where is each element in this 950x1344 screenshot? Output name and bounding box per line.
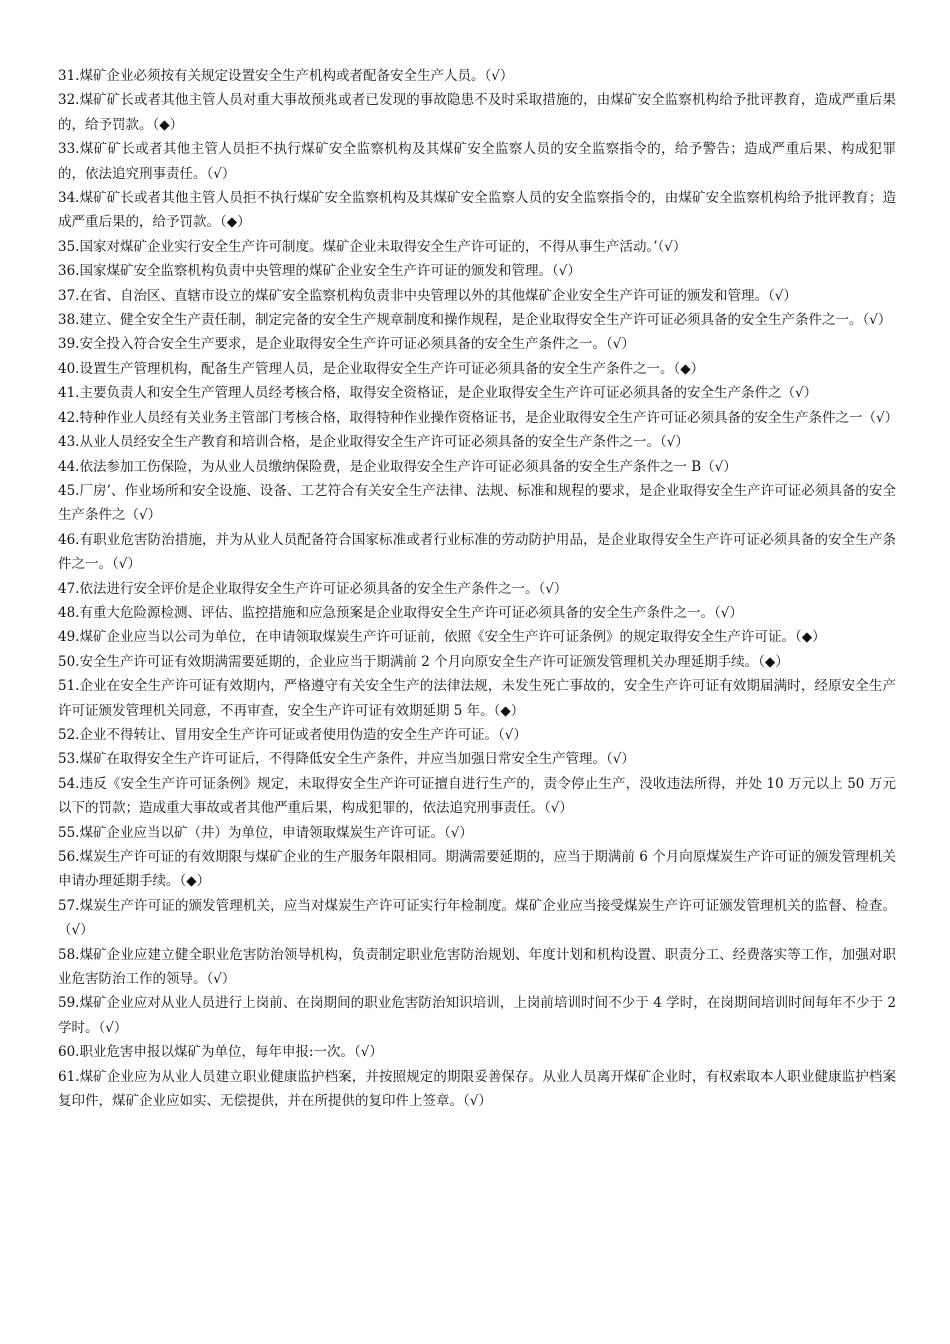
question-46: 46.有职业危害防治措施，并为从业人员配备符合国家标准或者行业标准的劳动防护用品，是企业取得安全生产许可证必须具备的安全生产条件之一。（√） [58,531,896,573]
question-56: 56.煤炭生产许可证的有效期限与煤矿企业的生产服务年限相同。期满需要延期的，应当于期满前 6 个月向原煤炭生产许可证的颁发管理机关申请办理延期手续。（◆） [58,849,896,890]
question-32: 32.煤矿矿长或者其他主管人员对重大事故预兆或者已发现的事故隐患不及时采取措施的，由煤矿安全监察机构给予批评教育，造成严重后果的，给予罚款。（◆） [58,92,896,133]
question-38: 38.建立、健全安全生产责任制，制定完备的安全生产规章制度和操作规程，是企业取得安全生产许可证必须具备的安全生产条件之一。（√） [58,312,892,329]
question-60: 60.职业危害申报以煤矿为单位，每年申报:一次。（√） [58,1044,383,1061]
question-50: 50.安全生产许可证有效期满需要延期的，企业应当于期满前 2 个月向原安全生产许可证颁发管理机关办理延期手续。（◆） [58,653,789,670]
question-36: 36.国家煤矿安全监察机构负责中央管理的煤矿企业安全生产许可证的颁发和管理。（√） [58,263,581,280]
question-53: 53.煤矿在取得安全生产许可证后，不得降低安全生产条件，并应当加强日常安全生产管理。（√） [58,751,635,768]
question-58: 58.煤矿企业应建立健全职业危害防治领导机构，负责制定职业危害防治规划、年度计划和机构设置、职责分工、经费落实等工作，加强对职业危害防治工作的领导。（√） [58,946,896,988]
question-35: 35.国家对煤矿企业实行安全生产许可制度。煤矿企业未取得安全生产许可证的，不得从事生产活动。’（√） [58,238,687,255]
question-39: 39.安全投入符合安全生产要求，是企业取得安全生产许可证必须具备的安全生产条件之一。（√） [58,336,635,353]
question-57: 57.煤炭生产许可证的颁发管理机关，应当对煤炭生产许可证实行年检制度。煤矿企业应当接受煤炭生产许可证颁发管理机关的监督、检查。（√） [58,897,896,939]
document-body [58,64,899,1113]
question-43: 43.从业人员经安全生产教育和培训合格，是企业取得安全生产许可证必须具备的安全生产条件之一。（√） [58,434,689,451]
question-31: 31.煤矿企业必须按有关规定设置安全生产机构或者配备安全生产人员。（√） [58,68,514,84]
question-52: 52.企业不得转让、冒用安全生产许可证或者使用伪造的安全生产许可证。（√） [58,726,527,743]
question-47: 47.依法进行安全评价是企业取得安全生产许可证必须具备的安全生产条件之一。（√） [58,580,568,597]
question-48: 48.有重大危险源检测、评估、监控措施和应急预案是企业取得安全生产许可证必须具备的安全生产条件之一。（√） [58,604,743,621]
question-45: 45.厂房’、作业场所和安全设施、设备、工艺符合有关安全生产法律、法规、标准和规程的要求，是企业取得安全生产许可证必须具备的安全生产条件之（√） [58,482,896,524]
question-51: 51.企业在安全生产许可证有效期内，严格遵守有关安全生产的法律法规，未发生死亡事故的，安全生产许可证有效期届满时，经原安全生产许可证颁发管理机关同意，不再审查，安全生产许可证有效期延期 5 年。（◆） [58,678,896,719]
question-49: 49.煤矿企业应当以公司为单位，在申请领取煤炭生产许可证前，依照《安全生产许可证条例》的规定取得安全生产许可证。（◆） [58,629,826,646]
question-40: 40.设置生产管理机构，配备生产管理人员，是企业取得安全生产许可证必须具备的安全生产条件之一。（◆） [58,360,705,377]
question-34: 34.煤矿矿长或者其他主管人员拒不执行煤矿安全监察机构及其煤矿安全监察人员的安全监察指令的，由煤矿安全监察机构给予批评教育；造成严重后果的，给予罚款。（◆） [58,190,896,231]
question-61: 61.煤矿企业应为从业人员建立职业健康监护档案，并按照规定的期限妥善保存。从业人员离开煤矿企业时，有权索取本人职业健康监护档案复印件，煤矿企业应如实、无偿提供，并在所提供的复印件上签章。（√） [58,1068,896,1110]
question-33: 33.煤矿矿长或者其他主管人员拒不执行煤矿安全监察机构及其煤矿安全监察人员的安全监察指令的，给予警告；造成严重后果、构成犯罪的，依法追究刑事责任。（√） [58,141,896,182]
question-55: 55.煤矿企业应当以矿（井）为单位，申请领取煤炭生产许可证。（√） [58,824,473,841]
question-42: 42.特种作业人员经有关业务主管部门考核合格，取得特种作业操作资格证书，是企业取得安全生产许可证必须具备的安全生产条件之一（√） [58,409,899,426]
question-59: 59.煤矿企业应对从业人员进行上岗前、在岗期间的职业危害防治知识培训，上岗前培训时间不少于 4 学时，在岗期间培训时间每年不少于 2 学时。（√） [58,995,896,1036]
question-54: 54.违反《安全生产许可证条例》规定，未取得安全生产许可证擅自进行生产的，责令停止生产，没收违法所得，并处 10 万元以上 50 万元以下的罚款；造成重大事故或者其他严重后果，构成犯罪的，依法追究刑事责任。（√） [58,775,896,817]
question-44: 44.依法参加工伤保险，为从业人员缴纳保险费，是企业取得安全生产许可证必须具备的安全生产条件之一 B（√） [58,458,737,475]
question-37: 37.在省、自治区、直辖市设立的煤矿安全监察机构负责非中央管理以外的其他煤矿企业安全生产许可证的颁发和管理。（√） [58,287,797,304]
question-41: 41.主要负责人和安全生产管理人员经考核合格，取得安全资格证，是企业取得安全生产许可证必须具备的安全生产条件之（√） [58,385,818,402]
